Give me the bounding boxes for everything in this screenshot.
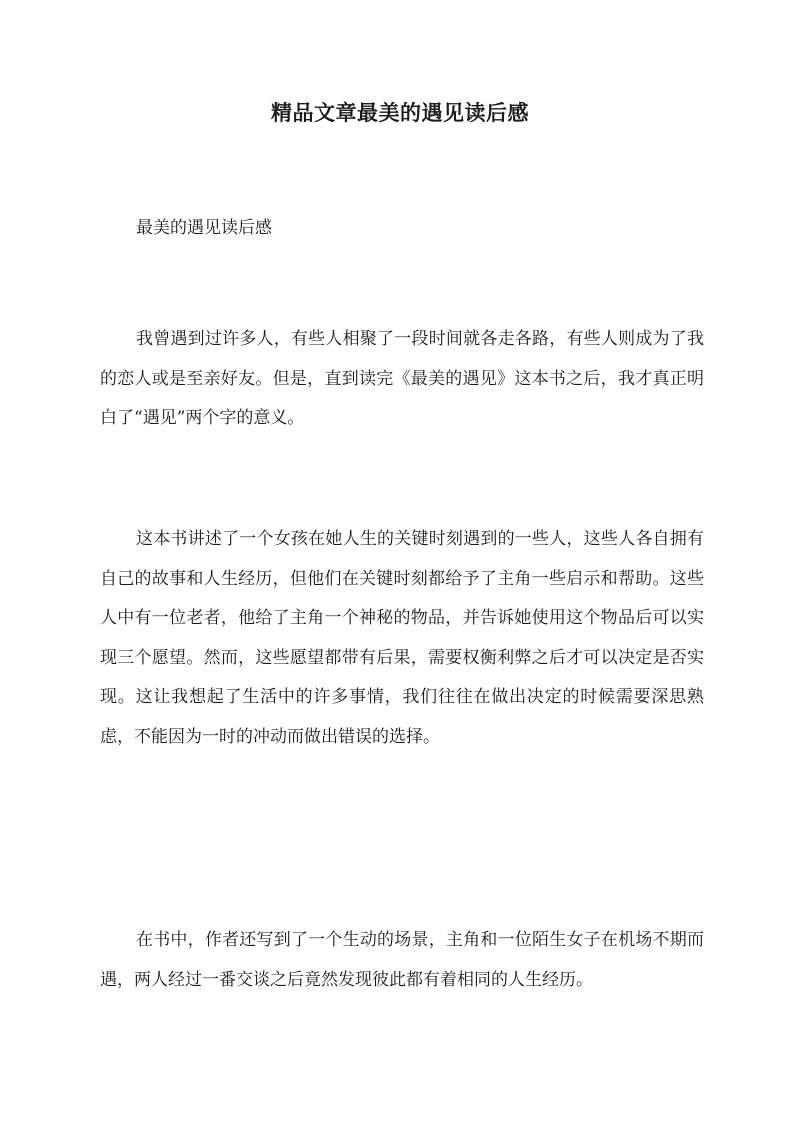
paragraph-2: 这本书讲述了一个女孩在她人生的关键时刻遇到的一些人，这些人各自拥有自己的故事和人生经历，但他们在关键时刻都给予了主角一些启示和帮助。这些人中有一位老者，他给了主角一个神秘的物品，并告诉她使用这个物品后可以实现三个愿望。然而，这些愿望都带有后果，需要权衡利弊之后才可以决定是否实现。这让我想起了生活中的许多事情，我们往往在做出决定的时候需要深思熟虑，不能因为一时的冲动而做出错误的选择。 — [100, 529, 704, 747]
document-title: 精品文章最美的遇见读后感 — [271, 100, 529, 125]
document-subtitle: 最美的遇见读后感 — [136, 218, 272, 238]
paragraph-1: 我曾遇到过许多人，有些人相聚了一段时间就各走各路，有些人则成为了我的恋人或是至亲好友。但是，直到读完《最美的遇见》这本书之后，我才真正明白了“遇见”两个字的意义。 — [100, 329, 704, 428]
paragraph-3: 在书中，作者还写到了一个生动的场景，主角和一位陌生女子在机场不期而遇，两人经过一番交谈之后竟然发现彼此都有着相同的人生经历。 — [100, 930, 704, 990]
